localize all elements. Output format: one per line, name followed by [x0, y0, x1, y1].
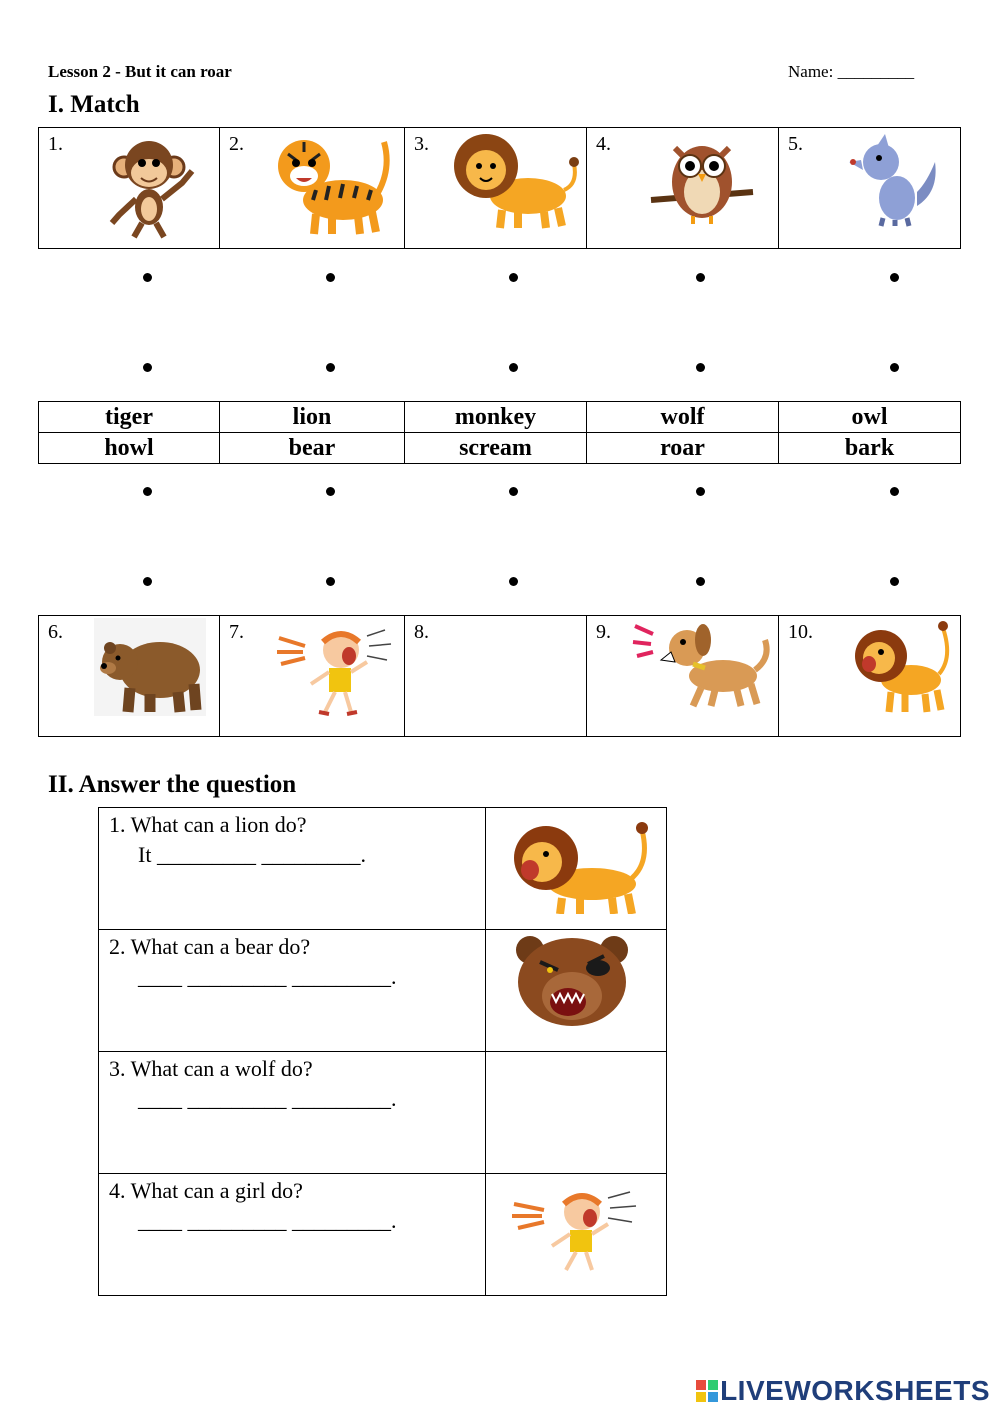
answer-blank[interactable]: It _________ _________. — [138, 842, 366, 867]
animal-word: owl — [779, 402, 961, 433]
bear-icon — [94, 618, 206, 716]
animal-word: tiger — [39, 402, 220, 433]
picture-cell-7 — [220, 616, 405, 737]
picture-cell-10 — [779, 616, 961, 737]
picture-cell-6 — [39, 616, 220, 737]
question-cell — [99, 930, 486, 1052]
match-dot[interactable] — [143, 273, 152, 282]
picture-cell-9 — [587, 616, 779, 737]
top-picture-row — [38, 127, 961, 249]
question-text: 2. What can a bear do? — [109, 934, 311, 959]
screaming-girl-icon — [510, 1180, 640, 1276]
roaring-lion-icon — [847, 618, 955, 716]
match-dot[interactable] — [890, 363, 899, 372]
question-text: 1. What can a lion do? — [109, 812, 307, 837]
sound-word: roar — [587, 433, 779, 464]
monkey-icon — [94, 133, 204, 241]
match-dot[interactable] — [326, 487, 335, 496]
picture-cell-8 — [405, 616, 587, 737]
picture-number: 7. — [229, 621, 244, 643]
match-dot[interactable] — [890, 487, 899, 496]
match-dot[interactable] — [890, 273, 899, 282]
match-dot[interactable] — [326, 363, 335, 372]
match-dot[interactable] — [143, 487, 152, 496]
picture-number: 2. — [229, 133, 244, 155]
section2-title: II. Answer the question — [48, 771, 297, 798]
match-dot[interactable] — [509, 273, 518, 282]
match-dot[interactable] — [509, 363, 518, 372]
match-dot[interactable] — [143, 363, 152, 372]
tiger-icon — [268, 130, 396, 242]
barking-dog-icon — [631, 618, 771, 710]
picture-cell — [486, 930, 667, 1052]
owl-icon — [647, 132, 757, 232]
question-cell — [99, 1174, 486, 1296]
logo-text: LIVEWORKSHEETS — [720, 1375, 990, 1406]
bottom-picture-row — [38, 615, 961, 737]
answer-blank[interactable]: ____ _________ _________. — [138, 1086, 397, 1111]
picture-cell — [486, 1174, 667, 1296]
question-table — [98, 807, 667, 1296]
match-dot[interactable] — [509, 487, 518, 496]
picture-cell-3 — [405, 128, 587, 249]
animal-word: wolf — [587, 402, 779, 433]
word-table — [38, 401, 961, 464]
sound-word: scream — [405, 433, 587, 464]
picture-cell-2 — [220, 128, 405, 249]
question-cell — [99, 1052, 486, 1174]
picture-number: 6. — [48, 621, 63, 643]
name-field: Name: _________ — [788, 62, 915, 81]
picture-number: 10. — [788, 621, 813, 643]
match-dot[interactable] — [509, 577, 518, 586]
animal-word: monkey — [405, 402, 587, 433]
angry-bear-icon — [510, 932, 634, 1028]
picture-number: 9. — [596, 621, 611, 643]
sound-word: howl — [39, 433, 220, 464]
lesson-title: Lesson 2 - But it can roar — [48, 62, 232, 81]
match-dot[interactable] — [696, 363, 705, 372]
match-dot[interactable] — [326, 577, 335, 586]
picture-number: 5. — [788, 133, 803, 155]
match-dot[interactable] — [696, 487, 705, 496]
screaming-girl-icon — [275, 622, 395, 718]
wolf-icon — [847, 132, 943, 228]
liveworksheets-logo-icon — [696, 1380, 718, 1402]
picture-cell-5 — [779, 128, 961, 249]
answer-blank[interactable]: ____ _________ _________. — [138, 964, 397, 989]
picture-cell — [486, 808, 667, 930]
picture-number: 3. — [414, 133, 429, 155]
match-dot[interactable] — [326, 273, 335, 282]
picture-cell-1 — [39, 128, 220, 249]
picture-number: 1. — [48, 133, 63, 155]
match-dot[interactable] — [696, 273, 705, 282]
animal-word: lion — [220, 402, 405, 433]
question-text: 3. What can a wolf do? — [109, 1056, 313, 1081]
roaring-lion-icon — [504, 818, 652, 914]
picture-number: 8. — [414, 621, 429, 643]
sound-word: bark — [779, 433, 961, 464]
question-text: 4. What can a girl do? — [109, 1178, 303, 1203]
picture-cell-4 — [587, 128, 779, 249]
picture-number: 4. — [596, 133, 611, 155]
answer-blank[interactable]: ____ _________ _________. — [138, 1208, 397, 1233]
section1-title: I. Match — [48, 91, 140, 118]
match-dot[interactable] — [890, 577, 899, 586]
liveworksheets-logo — [696, 1375, 990, 1407]
match-dot[interactable] — [143, 577, 152, 586]
sound-word: bear — [220, 433, 405, 464]
match-dot[interactable] — [696, 577, 705, 586]
picture-cell — [486, 1052, 667, 1174]
lion-icon — [450, 128, 580, 238]
question-cell — [99, 808, 486, 930]
